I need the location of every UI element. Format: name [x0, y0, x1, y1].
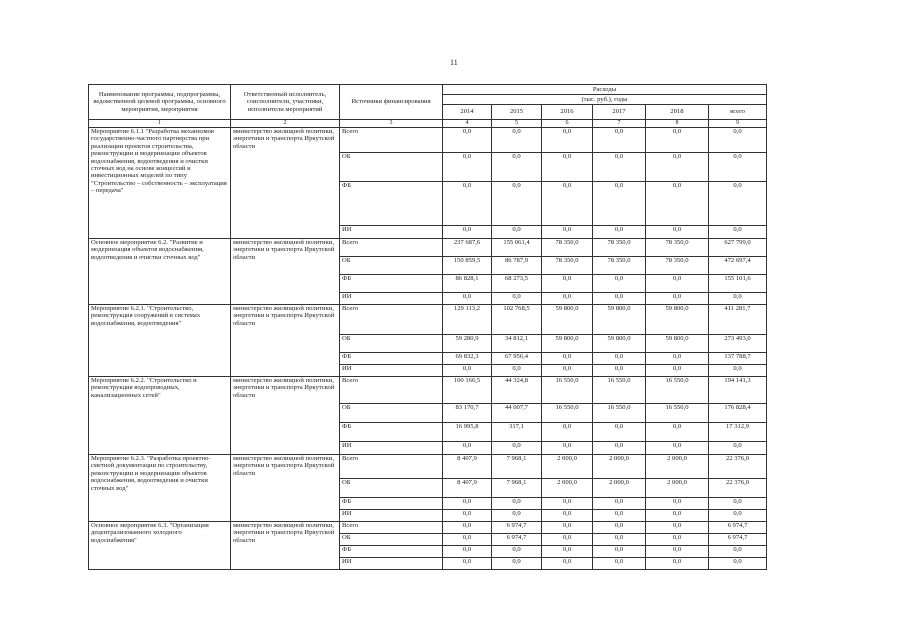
year-value-cell: 0,0: [542, 534, 593, 546]
year-value-cell: 69 832,3: [443, 353, 492, 365]
program-name-cell: Мероприятие 6.1.1 "Разработка механизмов государственно-частного партнерства при реализации проектов строительства, реконструкции и модернизации объектов водоснабжения, водоотведения и очистки сточных вод на основе концессий и инвестиционных моделей по типу "Строительство – собственность – эксплуатация – передача": [89, 128, 231, 239]
year-value-cell: 0,0: [593, 275, 646, 293]
year-value-cell: 6 974,7: [492, 522, 542, 534]
executor-cell: министерство жилищной политики, энергетики и транспорта Иркутской области: [231, 455, 340, 522]
table-row: [89, 522, 767, 534]
year-value-cell: 68 273,5: [492, 275, 542, 293]
funding-source-cell: ИИ: [340, 510, 443, 522]
program-name-cell: Основное мероприятие 6.3. "Организация децентрализованного холодного водоснабжения": [89, 522, 231, 570]
year-value-cell: 0,0: [542, 153, 593, 182]
total-value-cell: 273 493,0: [709, 335, 767, 353]
year-value-cell: 0,0: [593, 442, 646, 455]
year-value-cell: 7 968,1: [492, 455, 542, 479]
header-program: Наименование программы, подпрограммы, ведомственной целевой программы, основного мероприятия, мероприятия: [89, 85, 231, 120]
header-expenses: Расходы: [443, 85, 767, 95]
total-value-cell: 0,0: [709, 558, 767, 570]
funding-source-cell: ФБ: [340, 182, 443, 226]
total-value-cell: 0,0: [709, 442, 767, 455]
year-value-cell: 2 000,0: [542, 455, 593, 479]
year-value-cell: 78 350,0: [593, 239, 646, 257]
table-row: [89, 305, 767, 335]
year-value-cell: 2 000,0: [542, 479, 593, 498]
year-value-cell: 0,0: [646, 442, 709, 455]
year-value-cell: 0,0: [443, 442, 492, 455]
column-index: 2: [231, 120, 340, 128]
year-value-cell: 129 113,2: [443, 305, 492, 335]
year-value-cell: 16 550,0: [593, 377, 646, 404]
year-value-cell: 102 768,5: [492, 305, 542, 335]
funding-source-cell: ОБ: [340, 404, 443, 423]
year-value-cell: 0,0: [492, 293, 542, 305]
year-value-cell: 0,0: [542, 182, 593, 226]
column-index: 7: [593, 120, 646, 128]
funding-source-cell: ОБ: [340, 479, 443, 498]
funding-source-cell: Всего: [340, 455, 443, 479]
column-index: 5: [492, 120, 542, 128]
year-value-cell: 78 350,0: [542, 239, 593, 257]
header-executor: Ответственный исполнитель, соисполнители, участники, исполнители мероприятий: [231, 85, 340, 120]
year-value-cell: 59 800,0: [542, 305, 593, 335]
year-value-cell: 0,0: [443, 153, 492, 182]
year-value-cell: 44 007,7: [492, 404, 542, 423]
funding-source-cell: ФБ: [340, 275, 443, 293]
executor-cell: министерство жилищной политики, энергетики и транспорта Иркутской области: [231, 128, 340, 239]
header-sources: Источники финансирования: [340, 85, 443, 120]
year-value-cell: 0,0: [443, 546, 492, 558]
year-value-cell: 317,1: [492, 423, 542, 442]
column-index: 9: [709, 120, 767, 128]
year-value-cell: 0,0: [646, 534, 709, 546]
total-value-cell: 0,0: [709, 293, 767, 305]
program-name-cell: Основное мероприятие 6.2. "Развитие и модернизация объектов водоснабжения, водоотведения и очистки сточных вод": [89, 239, 231, 305]
year-value-cell: 0,0: [646, 558, 709, 570]
table-row: [89, 455, 767, 479]
column-index: 6: [542, 120, 593, 128]
funding-source-cell: Всего: [340, 128, 443, 153]
year-value-cell: 0,0: [646, 275, 709, 293]
funding-source-cell: Всего: [340, 522, 443, 534]
year-value-cell: 0,0: [443, 522, 492, 534]
year-value-cell: 0,0: [542, 522, 593, 534]
year-value-cell: 0,0: [593, 153, 646, 182]
year-value-cell: 0,0: [492, 442, 542, 455]
year-value-cell: 0,0: [492, 182, 542, 226]
year-value-cell: 0,0: [646, 226, 709, 239]
funding-source-cell: ОБ: [340, 257, 443, 275]
executor-cell: министерство жилищной политики, энергетики и транспорта Иркутской области: [231, 239, 340, 305]
year-value-cell: 0,0: [593, 558, 646, 570]
year-value-cell: 0,0: [492, 128, 542, 153]
year-value-cell: 16 550,0: [593, 404, 646, 423]
total-value-cell: 0,0: [709, 365, 767, 377]
executor-cell: министерство жилищной политики, энергетики и транспорта Иркутской области: [231, 377, 340, 455]
funding-source-cell: ИИ: [340, 293, 443, 305]
year-value-cell: 78 350,0: [593, 257, 646, 275]
year-value-cell: 86 828,1: [443, 275, 492, 293]
funding-source-cell: ФБ: [340, 546, 443, 558]
year-value-cell: 150 859,5: [443, 257, 492, 275]
executor-cell: министерство жилищной политики, энергетики и транспорта Иркутской области: [231, 522, 340, 570]
year-value-cell: 0,0: [646, 423, 709, 442]
year-value-cell: 0,0: [593, 353, 646, 365]
page-number: 11: [450, 58, 458, 67]
year-value-cell: 59 280,9: [443, 335, 492, 353]
year-value-cell: 0,0: [593, 534, 646, 546]
table-row: [89, 128, 767, 153]
funding-source-cell: Всего: [340, 305, 443, 335]
year-value-cell: 0,0: [443, 128, 492, 153]
header-year: 2015: [492, 105, 542, 120]
year-value-cell: 0,0: [646, 182, 709, 226]
column-index: 8: [646, 120, 709, 128]
year-value-cell: 0,0: [443, 558, 492, 570]
year-value-cell: 59 800,0: [646, 305, 709, 335]
year-value-cell: 0,0: [542, 558, 593, 570]
total-value-cell: 0,0: [709, 153, 767, 182]
executor-cell: министерство жилищной политики, энергетики и транспорта Иркутской области: [231, 305, 340, 377]
year-value-cell: 0,0: [593, 365, 646, 377]
total-value-cell: 0,0: [709, 498, 767, 510]
year-value-cell: 78 350,0: [646, 239, 709, 257]
year-value-cell: 0,0: [542, 442, 593, 455]
year-value-cell: 86 787,9: [492, 257, 542, 275]
total-value-cell: 17 312,9: [709, 423, 767, 442]
year-value-cell: 34 812,1: [492, 335, 542, 353]
year-value-cell: 0,0: [593, 182, 646, 226]
table-header: [89, 85, 767, 128]
program-name-cell: Мероприятие 6.2.3. "Разработка проектно-сметной документации по строительству, реконструкции и модернизации объектов водоснабжения, водоотведения и очистки сточных вод": [89, 455, 231, 522]
year-value-cell: 0,0: [443, 182, 492, 226]
total-value-cell: 0,0: [709, 510, 767, 522]
header-year-total: всего: [709, 105, 767, 120]
year-value-cell: 0,0: [443, 498, 492, 510]
year-value-cell: 0,0: [542, 423, 593, 442]
total-value-cell: 0,0: [709, 128, 767, 153]
year-value-cell: 16 550,0: [542, 377, 593, 404]
total-value-cell: 0,0: [709, 546, 767, 558]
header-year: 2014: [443, 105, 492, 120]
funding-source-cell: ОБ: [340, 153, 443, 182]
total-value-cell: 155 101,6: [709, 275, 767, 293]
year-value-cell: 0,0: [443, 365, 492, 377]
year-value-cell: 100 166,5: [443, 377, 492, 404]
year-value-cell: 0,0: [593, 423, 646, 442]
year-value-cell: 83 170,7: [443, 404, 492, 423]
year-value-cell: 2 000,0: [593, 479, 646, 498]
funding-source-cell: Всего: [340, 377, 443, 404]
year-value-cell: 0,0: [492, 558, 542, 570]
funding-source-cell: ФБ: [340, 498, 443, 510]
year-value-cell: 0,0: [542, 293, 593, 305]
header-year: 2016: [542, 105, 593, 120]
year-value-cell: 59 800,0: [593, 335, 646, 353]
header-year: 2017: [593, 105, 646, 120]
year-value-cell: 7 968,1: [492, 479, 542, 498]
total-value-cell: 6 974,7: [709, 534, 767, 546]
year-value-cell: 0,0: [443, 293, 492, 305]
header-units: (тыс. руб.), годы: [443, 95, 767, 105]
year-value-cell: 0,0: [492, 498, 542, 510]
year-value-cell: 0,0: [443, 226, 492, 239]
year-value-cell: 0,0: [492, 226, 542, 239]
funding-source-cell: Всего: [340, 239, 443, 257]
year-value-cell: 0,0: [593, 522, 646, 534]
year-value-cell: 67 956,4: [492, 353, 542, 365]
funding-source-cell: ИИ: [340, 226, 443, 239]
year-value-cell: 78 350,0: [542, 257, 593, 275]
total-value-cell: 0,0: [709, 182, 767, 226]
year-value-cell: 0,0: [646, 510, 709, 522]
total-value-cell: 411 281,7: [709, 305, 767, 335]
year-value-cell: 0,0: [646, 128, 709, 153]
year-value-cell: 0,0: [542, 546, 593, 558]
year-value-cell: 78 350,0: [646, 257, 709, 275]
total-value-cell: 472 697,4: [709, 257, 767, 275]
year-value-cell: 0,0: [542, 128, 593, 153]
total-value-cell: 22 376,0: [709, 479, 767, 498]
year-value-cell: 0,0: [646, 353, 709, 365]
year-value-cell: 2 000,0: [593, 455, 646, 479]
total-value-cell: 0,0: [709, 226, 767, 239]
year-value-cell: 0,0: [593, 128, 646, 153]
funding-source-cell: ОБ: [340, 534, 443, 546]
table-body: [89, 128, 767, 570]
funding-source-cell: ОБ: [340, 335, 443, 353]
year-value-cell: 0,0: [492, 510, 542, 522]
column-index: 1: [89, 120, 231, 128]
total-value-cell: 194 141,3: [709, 377, 767, 404]
year-value-cell: 0,0: [646, 153, 709, 182]
year-value-cell: 16 550,0: [646, 377, 709, 404]
year-value-cell: 16 550,0: [646, 404, 709, 423]
year-value-cell: 2 000,0: [646, 479, 709, 498]
year-value-cell: 0,0: [542, 275, 593, 293]
total-value-cell: 627 799,0: [709, 239, 767, 257]
year-value-cell: 0,0: [593, 546, 646, 558]
year-value-cell: 0,0: [542, 510, 593, 522]
program-name-cell: Мероприятие 6.2.2. "Строительство и реконструкция водопроводных, канализационных сетей": [89, 377, 231, 455]
program-name-cell: Мероприятие 6.2.1. "Строительство, реконструкция сооружений в системах водоснабжения, водоотведения": [89, 305, 231, 377]
year-value-cell: 6 974,7: [492, 534, 542, 546]
year-value-cell: 0,0: [646, 365, 709, 377]
table-row: [89, 377, 767, 404]
year-value-cell: 0,0: [443, 510, 492, 522]
total-value-cell: 137 788,7: [709, 353, 767, 365]
year-value-cell: 0,0: [593, 226, 646, 239]
year-value-cell: 59 800,0: [542, 335, 593, 353]
funding-source-cell: ФБ: [340, 353, 443, 365]
year-value-cell: 59 800,0: [646, 335, 709, 353]
year-value-cell: 0,0: [542, 365, 593, 377]
column-index: 3: [340, 120, 443, 128]
year-value-cell: 8 407,9: [443, 479, 492, 498]
funding-source-cell: ФБ: [340, 423, 443, 442]
funding-source-cell: ИИ: [340, 365, 443, 377]
year-value-cell: 0,0: [646, 498, 709, 510]
year-value-cell: 0,0: [646, 522, 709, 534]
total-value-cell: 6 974,7: [709, 522, 767, 534]
funding-source-cell: ИИ: [340, 558, 443, 570]
year-value-cell: 59 800,0: [593, 305, 646, 335]
year-value-cell: 0,0: [542, 498, 593, 510]
year-value-cell: 0,0: [542, 353, 593, 365]
column-index: 4: [443, 120, 492, 128]
column-index-row: [89, 120, 767, 128]
total-value-cell: 22 376,0: [709, 455, 767, 479]
year-value-cell: 16 995,8: [443, 423, 492, 442]
year-value-cell: 0,0: [492, 153, 542, 182]
funding-source-cell: ИИ: [340, 442, 443, 455]
year-value-cell: 44 324,8: [492, 377, 542, 404]
total-value-cell: 176 828,4: [709, 404, 767, 423]
year-value-cell: 8 407,9: [443, 455, 492, 479]
year-value-cell: 0,0: [646, 293, 709, 305]
year-value-cell: 0,0: [542, 226, 593, 239]
year-value-cell: 2 000,0: [646, 455, 709, 479]
year-value-cell: 16 550,0: [542, 404, 593, 423]
budget-table: [88, 84, 767, 570]
year-value-cell: 0,0: [593, 293, 646, 305]
table-row: [89, 239, 767, 257]
year-value-cell: 155 061,4: [492, 239, 542, 257]
year-value-cell: 0,0: [443, 534, 492, 546]
year-value-cell: 0,0: [646, 546, 709, 558]
year-value-cell: 0,0: [593, 498, 646, 510]
year-value-cell: 237 687,6: [443, 239, 492, 257]
header-year: 2018: [646, 105, 709, 120]
year-value-cell: 0,0: [593, 510, 646, 522]
year-value-cell: 0,0: [492, 365, 542, 377]
year-value-cell: 0,0: [492, 546, 542, 558]
